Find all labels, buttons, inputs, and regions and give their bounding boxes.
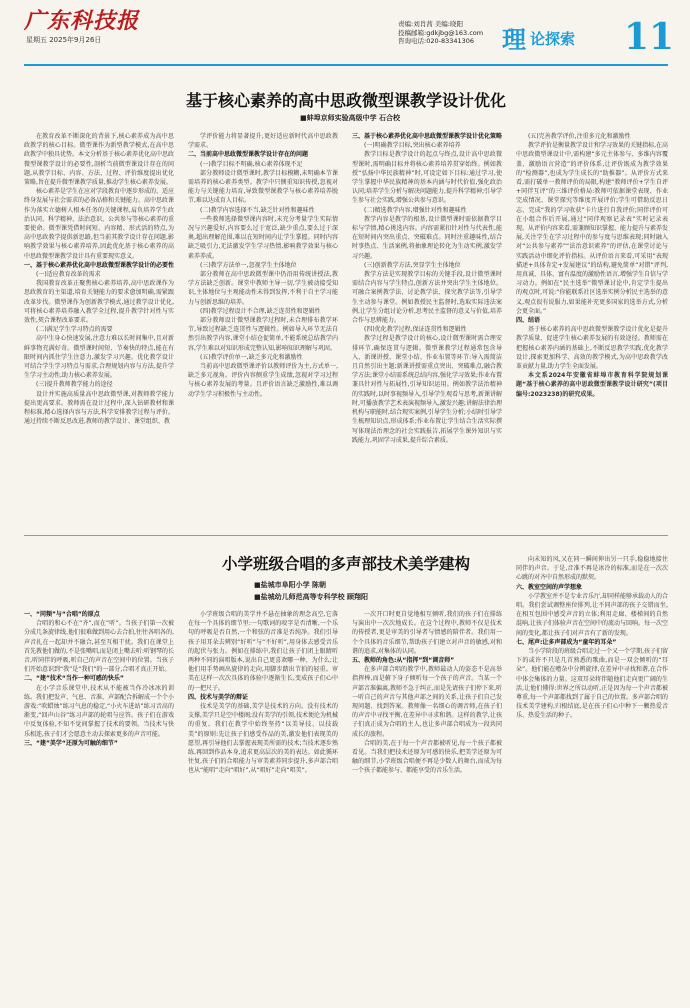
article1-col1 (24, 132, 174, 427)
section-label (502, 20, 622, 60)
paragraph: 一次开口时更自觉地相互倾听,我们的孩子们在排练与演出中一次次地成长。在这个过程中,教师不仅是技术的传授者,更是审美的引导者与情感的陪伴者。我们用一个个具体的音乐细节,帮助孩子们建立对声音的敏感,对和谐的追求,对集体的认同。 (352, 611, 502, 655)
editor-info (398, 20, 483, 46)
paragraph: (二)精选教学内容,增强针对性和趣味性 (364, 206, 467, 214)
article2-col2 (188, 610, 338, 776)
paragraph: (三)提升教师教学能力的途径 (36, 381, 113, 389)
paragraph: 小学班级合唱的美学并不悬在抽象的理念高空,它落在每一个具体的细节里:一句歌词的咬字是否清晰,一个乐句的呼吸是否自然,一个和弦的音准是否纯净。我们引导孩子用耳朵去辨别“好听”与“不好听”,用身体去感受音乐的起伏与张力。例如在排练中,我们让孩子们闭上眼睛听两种不同的演唱版本,说出自己更喜欢哪一种、为什么;让他们用手势画出旋律的走向,用脚步踏出节拍的轻重。审美在这样一次次具体的体验中逐渐生长,变成孩子们心中的一把尺子。 (188, 611, 338, 692)
section-heading: 三、基于核心素养优化高中思政微型课教学设计优化策略 (352, 133, 503, 140)
article2-title: 小学班级合唱的多声部技术美学建构 (221, 555, 470, 573)
masthead (0, 0, 690, 70)
paragraph: 教学方法是实现教学目标的关键手段,设计微型课时需结合内容与学生特点,创新方法并突出学生主体地位。可融合案例教学法、讨论教学法、探究教学法等,引导学生主动参与课堂。例如教授民主监督时,选取实际违法案例,让学生分组讨论分析,思考民主监督的意义与价值,培养合作与思辨能力。 (352, 271, 502, 325)
section-rest: 论探索 (530, 30, 576, 48)
article1-author: ■蚌埠京师实验高级中学 石合校 (300, 114, 401, 122)
paragraph: 设计并实施高质量高中思政微型课,对教师教学能力提出更高要求。教师需在设计过程中,深入钻研教材和课程标准,精心选择内容与方法,科学安排教学过程与评价。通过持续不断反思改进,教师的教学设计、课堂组织、教 (24, 390, 174, 426)
section-heading: 二、“建”技术“当作一种可感的快乐” (24, 675, 124, 683)
paragraph: (一)适应教育改革的需求 (36, 271, 101, 279)
paragraph: 向未知的风,又在同一瞬间伸出另一只手,稳稳地接住同伴的声音。于是,音准不再是冰冷的标准,而是在一次次心跳的对齐中自然形成的默契。 (516, 556, 668, 582)
paragraph: (五)完善教学评价,注重多元化和激励性 (528, 133, 631, 140)
section-heading: 一、基于核心素养优化高中思政微型课教学设计的必要性 (24, 261, 175, 269)
paragraph: 当小学阶段的班级合唱走过一个又一个学期,孩子们留下的或许不只是几首熟悉的歌曲,而是一双会倾听的“耳朵”。他们能在嘈杂中分辨旋律,在差异中寻找和谐,在合作中体会集体的力量。这双耳朵将伴随他们走向更广阔的生活,让他们懂得:世界之所以动听,正是因为每一个声音都被尊重,每一个声部都找到了属于自己的位置。多声部合唱的技术美学建构,归根结底,是在孩子们心中种下一颗热爱音乐、热爱生活的种子。 (516, 648, 668, 720)
article1-col3 (352, 132, 502, 445)
paragraph: 合唱的和心不在“齐”,而在“听”。当孩子们第一次被分成几条旋律线,他们很难做到用心去合拍,往往各唱各的,声音扎在一起却并不融合,甚至互相干扰。我们在课堂上首先教他们做的,不是张嘴唱,而是闭上嘴去听:听钢琴的长音,听同伴的呼吸,听自己的声音在空间中的位置。当孩子们开始意识到“我”是“我们”的一部分,合唱才真正开始。 (24, 620, 174, 674)
section-heading: 四、技术与美学的辩证 (188, 693, 249, 701)
paragraph: 在教育改革不断深化的背景下,核心素养成为高中思政教学的核心目标。微型课作为新型教学模式,在高中思政教学中独具优势。本文分析基于核心素养优化高中思政微型课教学设计的必要性,剖析当前微型课设计存在的问题,从教学目标、内容、方法、过程、评价维度提出优化策略,旨在提升微型课教学质量,推动学生核心素养发展。 (24, 133, 175, 187)
paragraph: 教学评价是衡量教学设计和学习效果的关键指标,在高中思政微型课设计中,需构建“多元主体参与、多维内容覆盖、激励语言营造”的评价体系,让评价既成为教学效果的“检测器”,也成为学生成长的“助推器”。从评价方式来看,需打破单一教师评价的局限,构建“教师评价+学生自评+同伴互评”的三维评价格局:教师可依据课堂表现、作业完成情况、课堂探究等维度开展评价;学生可借助反思日志、完成“我的学习收获”卡片进行自我评价;同伴评价可在小组合作后开展,通过“同伴观察记录表”实时记录表现。从评价内容来看,需兼顾知识掌握、能力提升与素养发展,关注学生在学习过程中的参与度与思维表现;同时融入对“公共参与素养”“法治意识素养”的评估,在课堂讨论与实践活动中细化评价指标。从评价语言来看,可采用“表现描述+具体肯定+发展建议”的结构,避免简单“对错”评判,用真诚、具体、富有温度的激励性语言,增强学生自信与学习动力。例如在“民主选举”微型课讨论中,肯定学生提出的观点时,可说:“你能联系社区选举实例分析民主选举的意义,观点很有说服力,如果能补充更多国家的选举方式,分析会更全面。” (516, 142, 668, 315)
paragraph: (三)教学方法单一,忽视学生主体地位 (200, 261, 297, 269)
paragraph: (一)教学目标不明确,核心素养体现不足 (200, 160, 303, 168)
page-number: 11 (624, 16, 675, 58)
paragraph: 一些教师选择微型课内容时,未充分考量学生实际情况与兴趣爱好,内容要么过于宽泛,缺少重点,要么过于深奥,超出理解范围,难以在短时间内让学生掌握。同时内容缺乏吸引力,无法激发学生学习热情,影响教学效果与核心素养养成。 (188, 215, 338, 260)
paragraph: (一)明确教学目标,突出核心素养培养 (364, 142, 461, 150)
article-divider (24, 535, 668, 536)
paragraph: 学评价能力将显著提升,更好适应新时代高中思政教学需求。 (188, 133, 338, 150)
newspaper-logo: 广东科技报 (24, 8, 140, 34)
section-heading: 三、“建”美学“还原为可触的细节” (24, 739, 118, 747)
paragraph: 技术是美学的基础,美学是技术的方向。没有技术的支撑,美学只是空中楼阁;没有美学的引领,技术便沦为机械的重复。我们在教学中始终坚持“以美导技、以技载美”的原则:先让孩子们感受作品的美,激发他们表现美的愿望,再引导他们去掌握表现美所需的技术;当技术逐步熟练,再回到作品本身,追求更高层次的美的表达。如此循环往复,孩子们的合唱能力与审美素养同步提升,多声部合唱也从“能唱”走向“唱好”,从“唱好”走向“唱美”。 (188, 703, 338, 775)
article1-col2 (188, 132, 338, 399)
fund-note: 本文系2024年安徽省蚌埠市教育科学院规划课题“基于核心素养的高中思政微型课教学设计研究”(项目编号:2023238)的研究成果。 (516, 372, 668, 398)
paragraph: 部分教师设计微型课时,教学目标模糊,未明确本节课需培养的核心素养类型。教学中只侧重知识传授,忽视对能力与关键能力培育,导致微型课教学与核心素养培养脱节,难以达成育人目标。 (188, 169, 338, 205)
paragraph: 基于核心素养的高中思政微型课教学设计优化是提升教学质量、促进学生核心素养发展的有效途径。教师需在把握核心素养内涵的基础上,不断反思教学实践,优化教学设计,探索更加科学、高效的教学模式,为高中思政教学改革贡献力量,助力学生全面发展。 (516, 326, 668, 371)
paragraph: (五)教学评价单一,缺乏多元化和激励性 (200, 353, 303, 361)
section-heading: 七、尾声:让多声部成为“童年的耳朵” (516, 638, 617, 646)
paragraph: 合唱的美,在于每一个声音都被听见,每一个孩子都被看见。当我们把技术还原为可感的快乐,把美学还原为可触的细节,小学班级合唱便不再是少数人的舞台,而成为每一个孩子都能参与、都能享受的音乐生活。 (352, 739, 502, 775)
paragraph: (三)创新教学方法,突显学生主体地位 (364, 261, 461, 269)
paragraph: 教学过程是教学设计的核心,设计微型课时需合理安排环节,确保连贯与逻辑。微型课教学过程通常包含导入、新课讲授、课堂小结、作业布置等环节:导入需简洁且自然引出主题;新课讲授需重点突出、突破难点,融合教学方法;课堂小结需系统总结内容,强化学习效果;作业布置兼具针对性与拓展性,引导知识运用。例如教学法治精神的实践时,以时事视频导入,引导学生观看与思考,新课讲解时,可播放教学艺术表演视频导入,激发兴趣;讲解法律治理机构与职能时,结合现实案例,引导学生分析;小结时引导学生梳理知识点,形成体系;作业布置让学生结合生活实际撰写体现法治理念的社会实践报告,拓展学生课外知识与实践能力,巩固学习成果,提升综合素质。 (352, 335, 502, 444)
article2-col3 (352, 610, 502, 776)
paragraph: 核心素养是学生在应对学段教育中逐步形成的、适应终身发展与社会需求的必备品格和关键能力。高中思政课作为落实立德树人根本任务的关键课程,肩负培养学生政治认同、科学精神、法治意识、公共参与等核心素养的重要使命。微型课凭借时间短、内容精、形式活的特点,为高中思政教学提供新思路,但当前其教学设计存在问题,影响教学效果与核心素养培养,因此优化基于核心素养的高中思政微型课教学设计具有重要现实意义。 (24, 188, 175, 260)
article1-title: 基于核心素养的高中思政微型课教学设计优化 (185, 91, 506, 110)
editor-line: 责编:刘肖茜 美编:晓阳 (398, 20, 463, 28)
paragraph: (二)教学内容选择不当,缺乏针对性和趣味性 (200, 206, 315, 214)
paragraph: 高中生身心快速发展,注意力难以长时间集中,且对新鲜事物充满好奇。微型课时间短、节奏快的特点,能在有限时间内抓住学生注意力,激发学习兴趣。优化教学设计可结合学生学习特点与需求,合理规划内容与方法,提升学生学习主动性,助力核心素养发展。 (24, 335, 174, 380)
section-heading: 四、结语 (516, 317, 541, 325)
dateline: 星期五 2025年9月26日 (26, 36, 102, 44)
paragraph: 当前高中思政微型课评价以教师评价为主,方式单一,缺乏多元视角。评价内容侧重学生成绩,忽视对学习过程与核心素养发展的考量。且评价语言缺乏激励性,难以调动学生学习积极性与主动性。 (188, 363, 338, 398)
section-char: 理 (502, 25, 526, 54)
paragraph: 我国教育改革正聚焦核心素养培养,高中思政课作为思政教育的主渠道,培育关键能力的要求愈加明确,需紧跟改革步伐。微型课作为创新教学模式,通过教学设计优化,可将核心素养培养融入教学全过程,提升教学针对性与实效性,契合课程改革要求。 (24, 280, 174, 325)
paragraph: 部分教师设计微型课教学过程时,未合理排布教学环节,导致过程缺乏连贯性与逻辑性。例如导入环节无法自然引出教学内容,课堂小结仓促简单,不能系统总结教学内容,学生难以对知识形成完整认知,影响知识理解与巩固。 (188, 317, 338, 352)
paragraph: 在小学音乐课堂中,技术从不能被当作冷冰冰的训练。我们把发声、气息、音准、声部配合拆解成一个个小游戏:“吹蜡烛”练习气息的稳定,“小火车进站”练习音高的渐变,“回声山谷”练习声部的轮唱与应答。孩子们在游戏中反复体验,不知不觉间掌握了技术的要领。当技术与快乐相连,孩子们才会愿意主动去探索更多的声音可能。 (24, 684, 175, 738)
paragraph: 在多声部合唱的教学中,教师最动人的姿态不是高举指挥棒,而是俯下身子倾听每一个孩子的声音。当某一个声部音准偏离,教师不急于纠正,而是先请孩子们停下来,听一听自己的声音与其他声部之间的关系,让孩子们自己发现问题、找到答案。教师像一名细心的调音师,在孩子们的声音中寻找平衡,在差异中寻求和谐。这样的教学,让孩子们真正成为合唱的主人,也让多声部合唱成为一段共同成长的旅程。 (352, 666, 502, 738)
paragraph: 部分教师在高中思政微型课中仍沿用传统讲授法,教学方法缺乏创新。课堂中教师主导一切,学生被动接受知识,主体地位与主观能动性未得到发挥,不利于自主学习能力与创新思维的培养。 (188, 271, 338, 306)
paragraph: (二)满足学生学习特点的需要 (36, 326, 113, 334)
section-heading: 一、“同频”与“合唱”的原点 (24, 611, 100, 618)
article2-col1 (24, 610, 174, 748)
article2-col4 (516, 555, 668, 721)
article2-author1: ■盐城市阜阳小学 陈朝 (254, 581, 327, 589)
phone-line: 咨询电话:020-83341306 (398, 37, 475, 45)
paragraph: 教学内容是教学的根基,设计微型课时需依据教学目标与学情,精心挑选内容。内容需紧扣针对性与代表性,能在短时间内突出重点、突破难点。同时注重趣味性,结合时事热点、生活案例,将抽象理论转化为生动实例,激发学习兴趣。 (352, 215, 502, 260)
paragraph: (四)优化教学过程,保证连贯性和逻辑性 (364, 326, 467, 334)
paragraph: 教学目标是教学设计的起点与终点,设计高中思政微型课时,需明确目标并将核心素养培养贯穿始终。例如教授“弘扬中华民族精神”时,可设定如下目标:通过学习,使学生掌握中华民族精神的基本内涵与时代价值,强化政治认同;培养学生分析与解决问题能力,提升科学精神;引导学生参与社会实践,增强公共参与意识。 (352, 151, 502, 205)
article1-col4 (516, 132, 668, 399)
article2-author2: ■盐城幼儿师范高等专科学校 顾翔阳 (254, 593, 369, 601)
section-heading: 六、教室空间的声学想象 (516, 583, 583, 591)
section-heading: 二、当前高中思政微型课教学设计存在的问题 (188, 151, 309, 159)
email-line: 投稿邮箱:gdkjbg@163.com (398, 28, 484, 37)
paragraph: 小学教室并不是专业音乐厅,却同样能够承载动人的合唱。我们尝试调整座位排列,让不同声部的孩子交错而坐,在相互包围中感受声音的立体;利用走廊、楼梯间的自然混响,让孩子们体验声音在空间中的流动与回响。每一次空间的变化,都让孩子们对声音有了新的发现。 (516, 592, 668, 637)
section-heading: 五、教师的角色:从“指挥”到“调音师” (352, 657, 455, 665)
paragraph: (四)教学过程设计不合理,缺乏连贯性和逻辑性 (200, 307, 321, 315)
masthead-rule (24, 64, 668, 66)
